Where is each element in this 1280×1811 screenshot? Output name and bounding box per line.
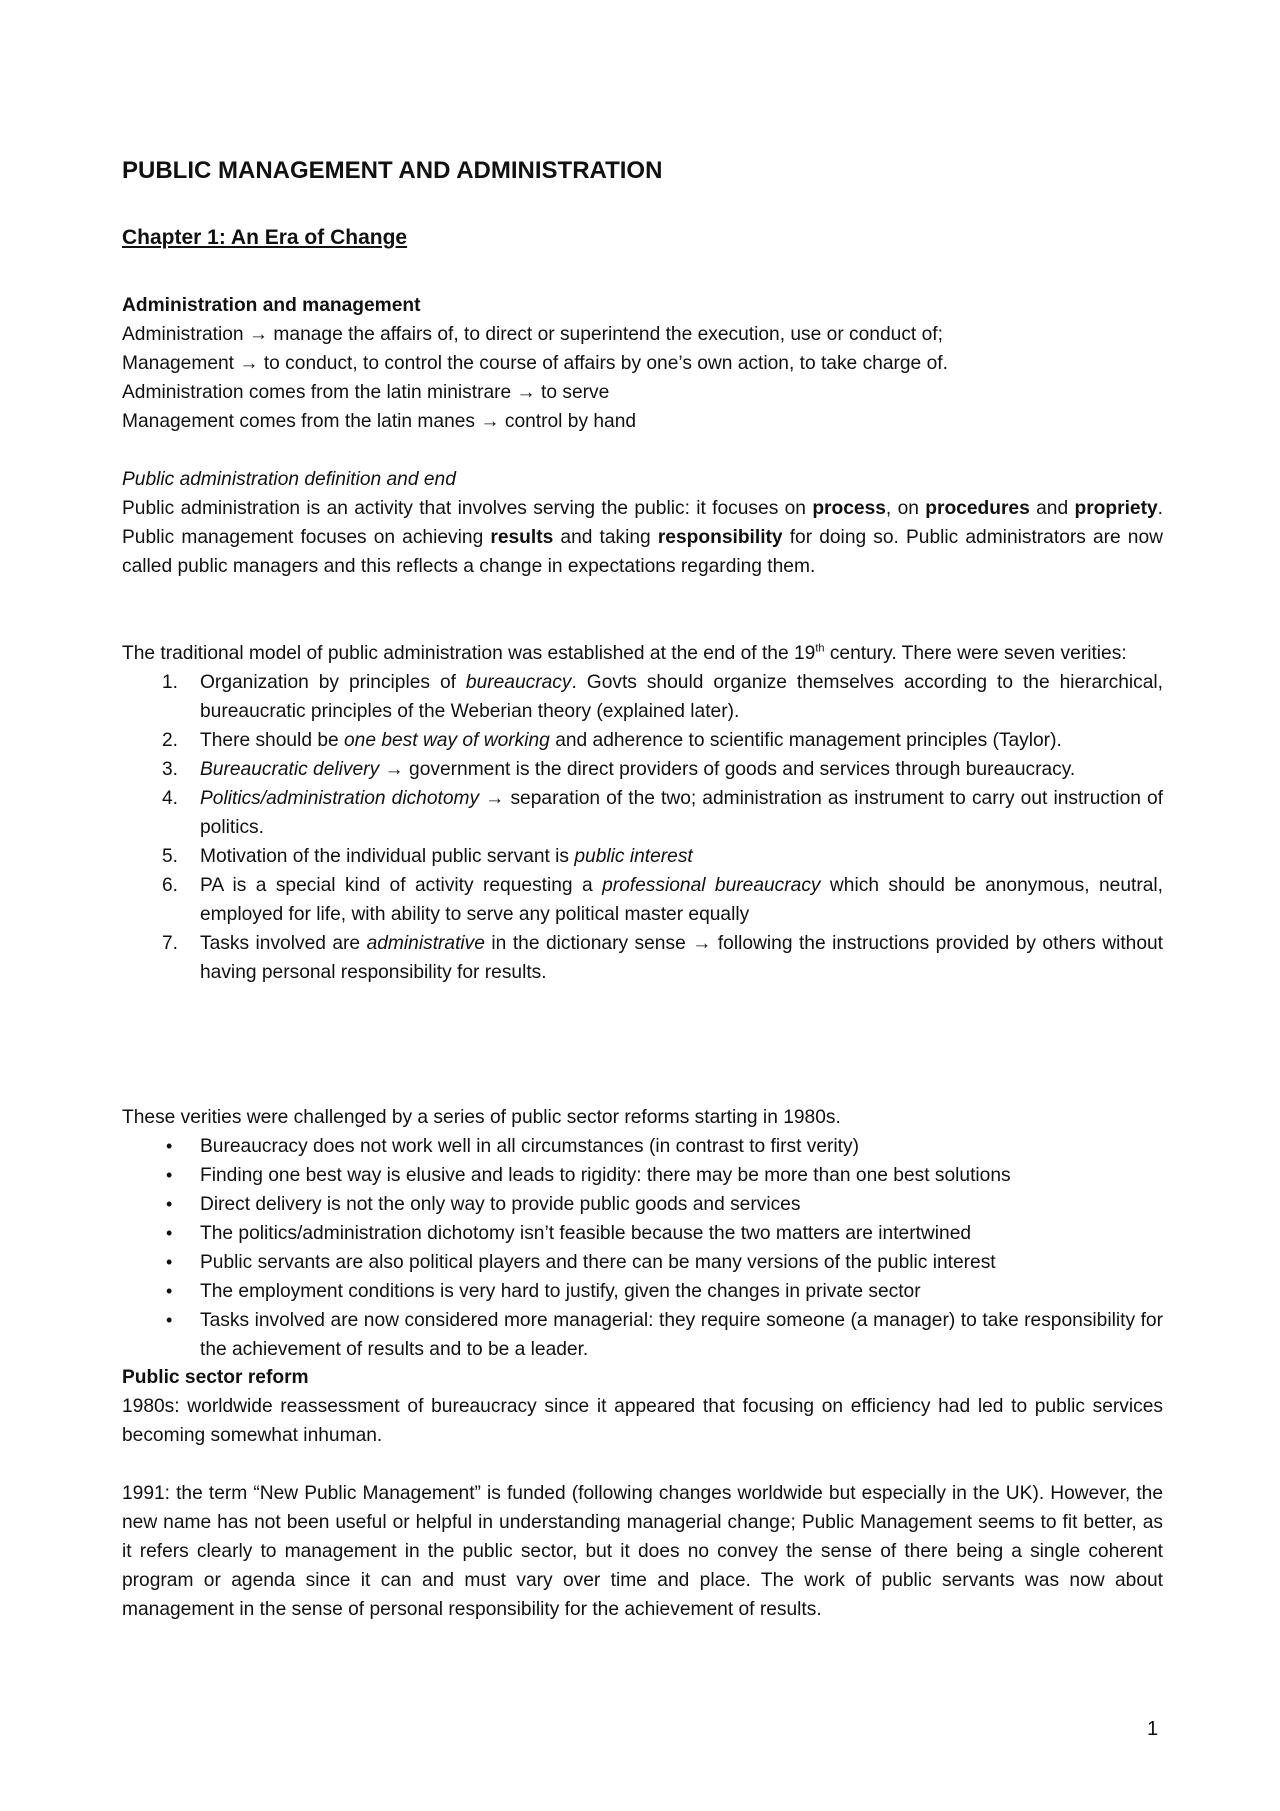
document-title: PUBLIC MANAGEMENT AND ADMINISTRATION bbox=[122, 157, 663, 184]
text-run: and taking bbox=[553, 527, 658, 548]
challenge-item bbox=[122, 1219, 1163, 1248]
section-traditional-model bbox=[122, 639, 1163, 987]
verity-item bbox=[122, 755, 1163, 784]
text-run: Tasks involved are now considered more managerial: they require someone (a manager) to take responsibility for the achievement of results and to be a leader. bbox=[200, 1310, 1163, 1360]
italic-term: Bureaucratic delivery bbox=[200, 759, 380, 780]
traditional-model-intro bbox=[122, 639, 1163, 668]
list-number: 5. bbox=[162, 846, 179, 867]
challenge-item bbox=[122, 1248, 1163, 1277]
challenges-list bbox=[122, 1132, 1163, 1364]
text-run: Finding one best way is elusive and leads to rigidity: there may be more than one best solutions bbox=[200, 1165, 1011, 1186]
definition-line: Administration comes from the latin ministrare → to serve bbox=[122, 382, 610, 403]
italic-term: administrative bbox=[366, 933, 485, 954]
text-run: , on bbox=[885, 498, 926, 519]
verity-item bbox=[122, 929, 1163, 987]
section-public-administration-definition bbox=[122, 465, 1163, 581]
text-run: The traditional model of public administration was established at the end of the 19 bbox=[122, 643, 816, 664]
bullet-icon: • bbox=[166, 1136, 173, 1156]
text-run: century. There were seven verities: bbox=[824, 643, 1127, 664]
bold-term: responsibility bbox=[657, 527, 783, 548]
list-number: 6. bbox=[162, 875, 179, 896]
verity-item bbox=[122, 726, 1163, 755]
text-run: Public administration is an activity that involves serving the public: it focuses on bbox=[122, 498, 813, 519]
verity-item bbox=[122, 668, 1163, 726]
reform-paragraph-1980s: 1980s: worldwide reassessment of bureaucracy since it appeared that focusing on efficiency had led to public services becoming somewhat inhuman. bbox=[122, 1396, 1163, 1446]
definition-line: Administration → manage the affairs of, to direct or superintend the execution, use or conduct of; bbox=[122, 324, 943, 345]
definition-line: Management → to conduct, to control the course of affairs by one’s own action, to take charge of. bbox=[122, 353, 948, 374]
bullet-icon: • bbox=[166, 1310, 173, 1330]
document-page bbox=[122, 155, 1164, 1620]
verity-item bbox=[122, 871, 1163, 929]
list-number: 2. bbox=[162, 730, 179, 751]
text-run: There should be bbox=[200, 730, 344, 751]
text-run: Motivation of the individual public servant is bbox=[200, 846, 575, 867]
list-number: 7. bbox=[162, 933, 179, 954]
text-run: for doing so. Public administrators are now called public managers and this reflects a change in expectations regarding them. bbox=[122, 527, 1163, 577]
bold-term: process bbox=[812, 498, 886, 519]
verity-item bbox=[122, 784, 1163, 842]
section-challenges bbox=[122, 1103, 1163, 1364]
section-heading: Public sector reform bbox=[122, 1367, 309, 1388]
italic-term: Politics/administration dichotomy bbox=[200, 788, 480, 809]
text-run: Direct delivery is not the only way to provide public goods and services bbox=[200, 1194, 801, 1215]
list-number: 3. bbox=[162, 759, 179, 780]
bullet-icon: • bbox=[166, 1194, 173, 1214]
definition-line: Management comes from the latin manes → control by hand bbox=[122, 411, 637, 432]
challenge-item bbox=[122, 1277, 1163, 1306]
italic-term: bureaucracy bbox=[465, 672, 572, 693]
reform-paragraph-1991: 1991: the term “New Public Management” is funded (following changes worldwide but especially in the UK). However, the new name has not been useful or helpful in understanding managerial change; Public Management seems to fit better, as it refers clearly to management in the public sector, but it does no convey the sense of there being a single coherent program or agenda since it can and must vary over time and place. The work of public servants was now about management in the sense of personal responsibility for the achievement of results. bbox=[122, 1483, 1163, 1620]
definition-paragraph bbox=[122, 494, 1163, 581]
text-run: Tasks involved are bbox=[200, 933, 367, 954]
challenge-item bbox=[122, 1161, 1163, 1190]
section-heading: Administration and management bbox=[122, 295, 421, 316]
text-run: . Public management focuses on achieving bbox=[122, 498, 1163, 548]
list-number: 4. bbox=[162, 788, 179, 809]
text-run: and bbox=[1029, 498, 1075, 519]
bullet-icon: • bbox=[166, 1223, 173, 1243]
text-run: and adherence to scientific management principles (Taylor). bbox=[549, 730, 1062, 751]
list-number: 1. bbox=[162, 672, 179, 693]
verities-list bbox=[122, 668, 1163, 987]
bold-term: results bbox=[490, 527, 554, 548]
page-number: 1 bbox=[1147, 1718, 1159, 1740]
section-administration-and-management bbox=[122, 291, 1163, 436]
challenges-intro: These verities were challenged by a series of public sector reforms starting in 1980s. bbox=[122, 1107, 841, 1128]
bullet-icon: • bbox=[166, 1281, 173, 1301]
verity-item bbox=[122, 842, 1163, 871]
challenge-item bbox=[122, 1190, 1163, 1219]
section-subheading: Public administration definition and end bbox=[122, 469, 456, 490]
text-run: The employment conditions is very hard to justify, given the changes in private sector bbox=[200, 1281, 921, 1302]
challenge-item bbox=[122, 1132, 1163, 1161]
section-public-sector-reform bbox=[122, 1363, 1163, 1624]
bullet-icon: • bbox=[166, 1165, 173, 1185]
text-run: . Govts should organize themselves according to the hierarchical, bureaucratic principles of the Weberian theory (explained later). bbox=[200, 672, 1164, 722]
text-run: in the dictionary sense → following the instructions provided by others without having personal responsibility for results. bbox=[200, 933, 1164, 983]
chapter-heading: Chapter 1: An Era of Change bbox=[122, 226, 408, 249]
italic-term: public interest bbox=[574, 846, 693, 867]
text-run: which should be anonymous, neutral, employed for life, with ability to serve any political master equally bbox=[200, 875, 1163, 925]
bold-term: procedures bbox=[925, 498, 1030, 519]
italic-term: professional bureaucracy bbox=[602, 875, 821, 896]
text-run: Bureaucracy does not work well in all circumstances (in contrast to first verity) bbox=[200, 1136, 859, 1157]
text-run: → government is the direct providers of goods and services through bureaucracy. bbox=[379, 759, 1076, 780]
italic-term: one best way of working bbox=[344, 730, 550, 751]
text-run: The politics/administration dichotomy isn’t feasible because the two matters are intertwined bbox=[200, 1223, 972, 1244]
bold-term: propriety bbox=[1074, 498, 1158, 519]
bullet-icon: • bbox=[166, 1252, 173, 1272]
text-run: → separation of the two; administration as instrument to carry out instruction of politics. bbox=[200, 788, 1163, 838]
text-run: Organization by principles of bbox=[200, 672, 466, 693]
text-run: PA is a special kind of activity requesting a bbox=[200, 875, 603, 896]
superscript: th bbox=[815, 642, 825, 655]
text-run: Public servants are also political players and there can be many versions of the public interest bbox=[200, 1252, 996, 1273]
challenge-item bbox=[122, 1306, 1163, 1364]
